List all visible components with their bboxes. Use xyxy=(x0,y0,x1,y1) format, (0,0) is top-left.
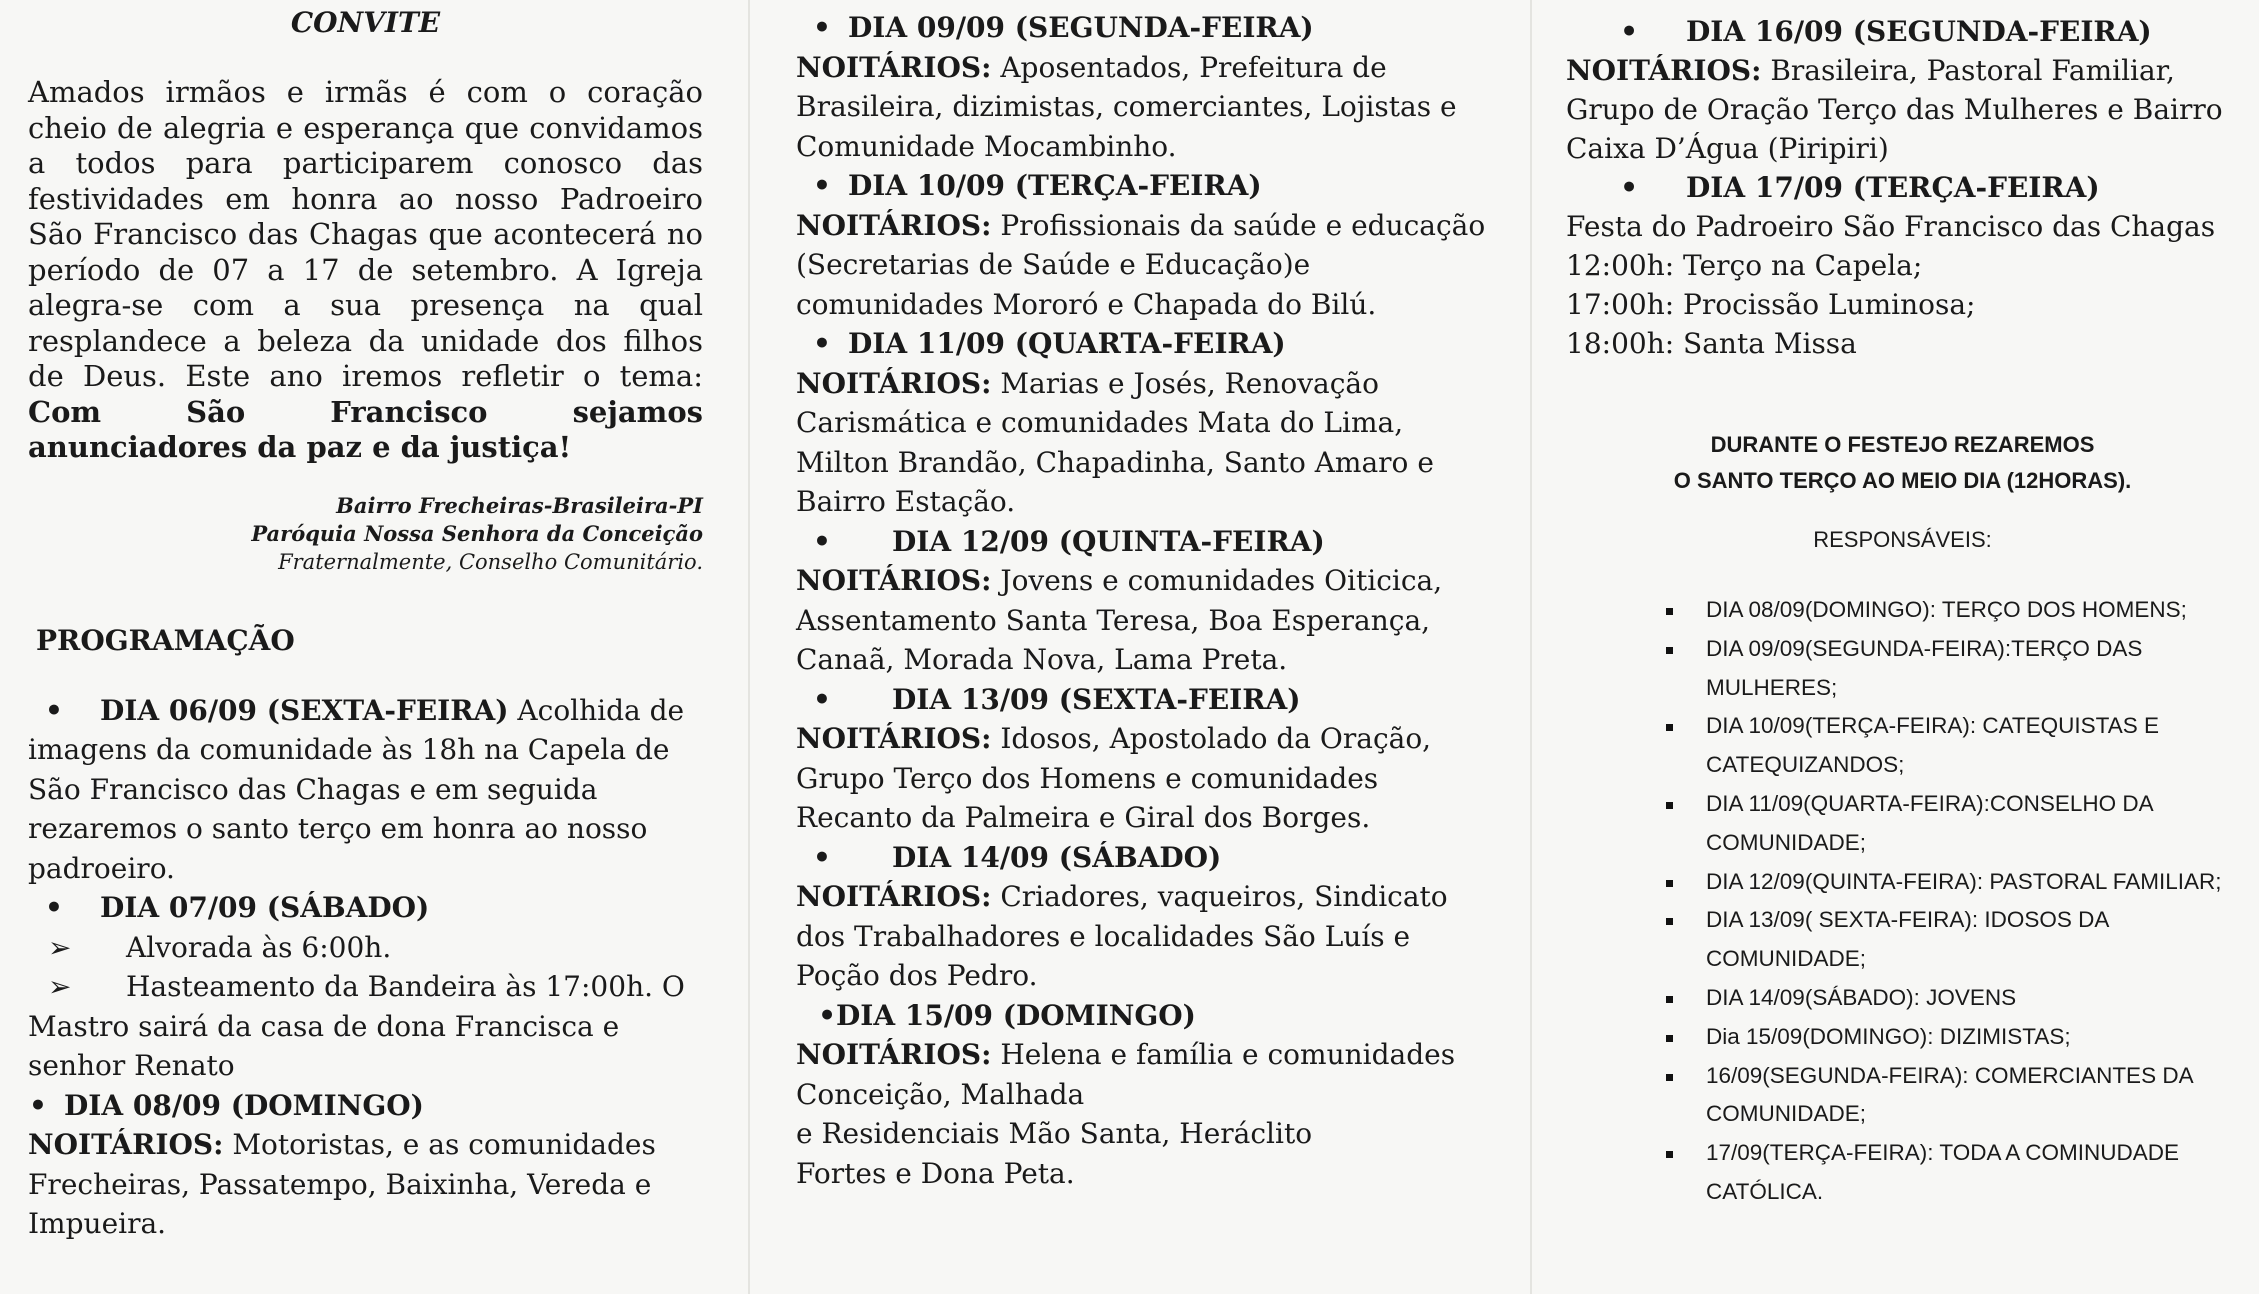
fold-line-2 xyxy=(1530,0,1532,1294)
noitarios-label: NOITÁRIOS: xyxy=(796,880,992,913)
day-1509-block xyxy=(796,996,1500,1194)
terco-notice xyxy=(1566,427,2239,499)
day-0609-block xyxy=(28,691,703,889)
bullet: • xyxy=(813,169,831,202)
list-item: DIA 08/09(DOMINGO): TERÇO DOS HOMENS; xyxy=(1706,591,2239,630)
noitarios-label: NOITÁRIOS: xyxy=(796,208,992,242)
day-1009-block xyxy=(796,166,1500,324)
noitarios-label: NOITÁRIOS: xyxy=(796,50,992,84)
bullet: • xyxy=(45,891,63,924)
list-item: 16/09(SEGUNDA-FEIRA): COMERCIANTES DA COMUNIDADE; xyxy=(1706,1057,2239,1135)
list-item: DIA 12/09(QUINTA-FEIRA): PASTORAL FAMILIAR; xyxy=(1706,863,2239,902)
bullet: • xyxy=(813,840,831,874)
invite-paragraph xyxy=(28,75,703,466)
noitarios-label: NOITÁRIOS: xyxy=(796,564,992,597)
day-1709-line-2: 12:00h: Terço na Capela; xyxy=(1566,249,1923,282)
day-0809-block xyxy=(28,1086,703,1244)
panel-right xyxy=(1540,0,2259,1294)
list-item: DIA 09/09(SEGUNDA-FEIRA):TERÇO DAS MULHERES; xyxy=(1706,630,2239,708)
day-0609-heading: DIA 06/09 (SEXTA-FEIRA) xyxy=(100,693,509,727)
noitarios-label: NOITÁRIOS: xyxy=(796,1038,992,1071)
noitarios-label: NOITÁRIOS: xyxy=(1566,54,1762,87)
responsaveis-list xyxy=(1566,591,2239,1212)
arrow-icon: ➢ xyxy=(48,930,72,964)
day-0609-text: Acolhida de imagens da comunidade às 18h na Capela de São Francisco das Chagas e em seguida rezaremos o santo terço em honra ao nosso padroeiro. xyxy=(28,693,685,885)
responsaveis-title: RESPONSÁVEIS: xyxy=(1813,527,1992,552)
invite-title: CONVITE xyxy=(290,6,441,39)
day-0709-block xyxy=(28,888,703,1086)
day-1409-heading: DIA 14/09 (SÁBADO) xyxy=(892,840,1222,874)
noitarios-label: NOITÁRIOS: xyxy=(28,1128,224,1161)
bullet: • xyxy=(813,682,831,716)
day-0909-text: Aposentados, Prefeitura de Brasileira, dizimistas, comerciantes, Lojistas e Comunidade Mocambinho. xyxy=(796,50,1457,163)
fold-line-1 xyxy=(748,0,750,1294)
panel-left xyxy=(0,0,735,1294)
signature-parish: Paróquia Nossa Senhora da Conceição xyxy=(251,520,703,546)
day-1509-text-2: e Residenciais Mão Santa, Heráclito Fortes e Dona Peta. xyxy=(796,1117,1313,1190)
bullet: • xyxy=(1620,171,1638,204)
day-0909-heading: DIA 09/09 (SEGUNDA-FEIRA) xyxy=(848,11,1314,44)
day-0709-item-1: Alvorada às 6:00h. xyxy=(126,930,392,964)
bullet: • xyxy=(813,327,831,360)
day-0909-block xyxy=(796,8,1500,166)
day-1509-text-1: Helena e família e comunidades Conceição, Malhada xyxy=(796,1038,1456,1111)
day-1409-text: Criadores, vaqueiros, Sindicato dos Trabalhadores e localidades São Luís e Poção dos Pedro. xyxy=(796,880,1448,992)
list-item: DIA 10/09(TERÇA-FEIRA): CATEQUISTAS E CATEQUIZANDOS; xyxy=(1706,707,2239,785)
bullet: • xyxy=(818,998,836,1032)
signature-council: Fraternalmente, Conselho Comunitário. xyxy=(278,549,703,574)
bullet: • xyxy=(813,11,831,44)
day-1309-block xyxy=(796,680,1500,838)
day-1609-heading: DIA 16/09 (SEGUNDA-FEIRA) xyxy=(1686,15,2152,48)
signature-location: Bairro Frecheiras-Brasileira-PI xyxy=(336,492,703,518)
day-1109-block xyxy=(796,324,1500,522)
day-1109-text: Marias e Josés, Renovação Carismática e comunidades Mata do Lima, Milton Brandão, Chapadinha, Santo Amaro e Bairro Estação. xyxy=(796,366,1434,518)
bullet: • xyxy=(813,524,831,558)
invite-body: Amados irmãos e irmãs é com o coração cheio de alegria e esperança que convidamos a todos para participarem conosco das festividades em honra ao nosso Padroeiro São Francisco das Chagas que acontecerá no período de 07 a 17 de setembro. A Igreja alegra-se com a sua presença na qual resplandece a beleza da unidade dos filhos de Deus. Este ano iremos refletir o tema: xyxy=(28,75,703,393)
day-1709-heading: DIA 17/09 (TERÇA-FEIRA) xyxy=(1686,171,2100,204)
arrow-icon: ➢ xyxy=(48,970,72,1003)
day-1209-heading: DIA 12/09 (QUINTA-FEIRA) xyxy=(892,524,1325,558)
day-1009-text: Profissionais da saúde e educação (Secretarias de Saúde e Educação)e comunidades Mororó e Chapada do Bilú. xyxy=(796,208,1486,321)
day-1109-heading: DIA 11/09 (QUARTA-FEIRA) xyxy=(848,327,1286,360)
day-1709-line-4: 18:00h: Santa Missa xyxy=(1566,327,1857,360)
noitarios-label: NOITÁRIOS: xyxy=(796,366,992,400)
day-0709-heading: DIA 07/09 (SÁBADO) xyxy=(100,891,430,924)
day-1309-heading: DIA 13/09 (SEXTA-FEIRA) xyxy=(892,682,1301,716)
day-1709-line-1: Festa do Padroeiro São Francisco das Chagas xyxy=(1566,210,2216,243)
bullet: • xyxy=(45,693,63,727)
list-item: DIA 14/09(SÁBADO): JOVENS xyxy=(1706,979,2239,1018)
terco-notice-line-2: O SANTO TERÇO AO MEIO DIA (12HORAS). xyxy=(1673,468,2132,493)
day-1509-heading: DIA 15/09 (DOMINGO) xyxy=(836,998,1196,1032)
day-1209-text: Jovens e comunidades Oiticica, Assentamento Santa Teresa, Boa Esperança, Canaã, Morada Nova, Lama Preta. xyxy=(796,564,1443,676)
day-1609-block xyxy=(1566,12,2239,168)
terco-notice-line-1: DURANTE O FESTEJO REZAREMOS xyxy=(1710,432,2095,457)
list-item: Dia 15/09(DOMINGO): DIZIMISTAS; xyxy=(1706,1018,2239,1057)
panel-middle xyxy=(760,0,1520,1294)
bullet: • xyxy=(29,1088,47,1122)
programacao-title: PROGRAMAÇÃO xyxy=(36,623,295,657)
noitarios-label: NOITÁRIOS: xyxy=(796,722,992,755)
invite-theme: Com São Francisco sejamos anunciadores da paz e da justiça! xyxy=(28,394,703,464)
day-1709-line-3: 17:00h: Procissão Luminosa; xyxy=(1566,288,1976,321)
signature xyxy=(28,492,703,576)
list-item: DIA 13/09( SEXTA-FEIRA): IDOSOS DA COMUNIDADE; xyxy=(1706,901,2239,979)
day-0809-text: Motoristas, e as comunidades Frecheiras, Passatempo, Baixinha, Vereda e Impueira. xyxy=(28,1128,656,1240)
list-item: 17/09(TERÇA-FEIRA): TODA A COMINUDADE CATÓLICA. xyxy=(1706,1134,2239,1212)
day-1209-block xyxy=(796,522,1500,680)
day-1609-text: Brasileira, Pastoral Familiar, Grupo de Oração Terço das Mulheres e Bairro Caixa D’Água (Piripiri) xyxy=(1566,54,2223,165)
day-1009-heading: DIA 10/09 (TERÇA-FEIRA) xyxy=(848,169,1262,202)
day-1309-text: Idosos, Apostolado da Oração, Grupo Terço dos Homens e comunidades Recanto da Palmeira e Giral dos Borges. xyxy=(796,722,1432,834)
day-0809-heading: DIA 08/09 (DOMINGO) xyxy=(64,1088,424,1122)
day-1709-block xyxy=(1566,168,2239,363)
list-item: DIA 11/09(QUARTA-FEIRA):CONSELHO DA COMUNIDADE; xyxy=(1706,785,2239,863)
bullet: • xyxy=(1620,15,1638,48)
day-1409-block xyxy=(796,838,1500,996)
day-0709-item-2: Hasteamento da Bandeira às 17:00h. O Mastro sairá da casa de dona Francisca e senhor Renato xyxy=(28,970,685,1082)
